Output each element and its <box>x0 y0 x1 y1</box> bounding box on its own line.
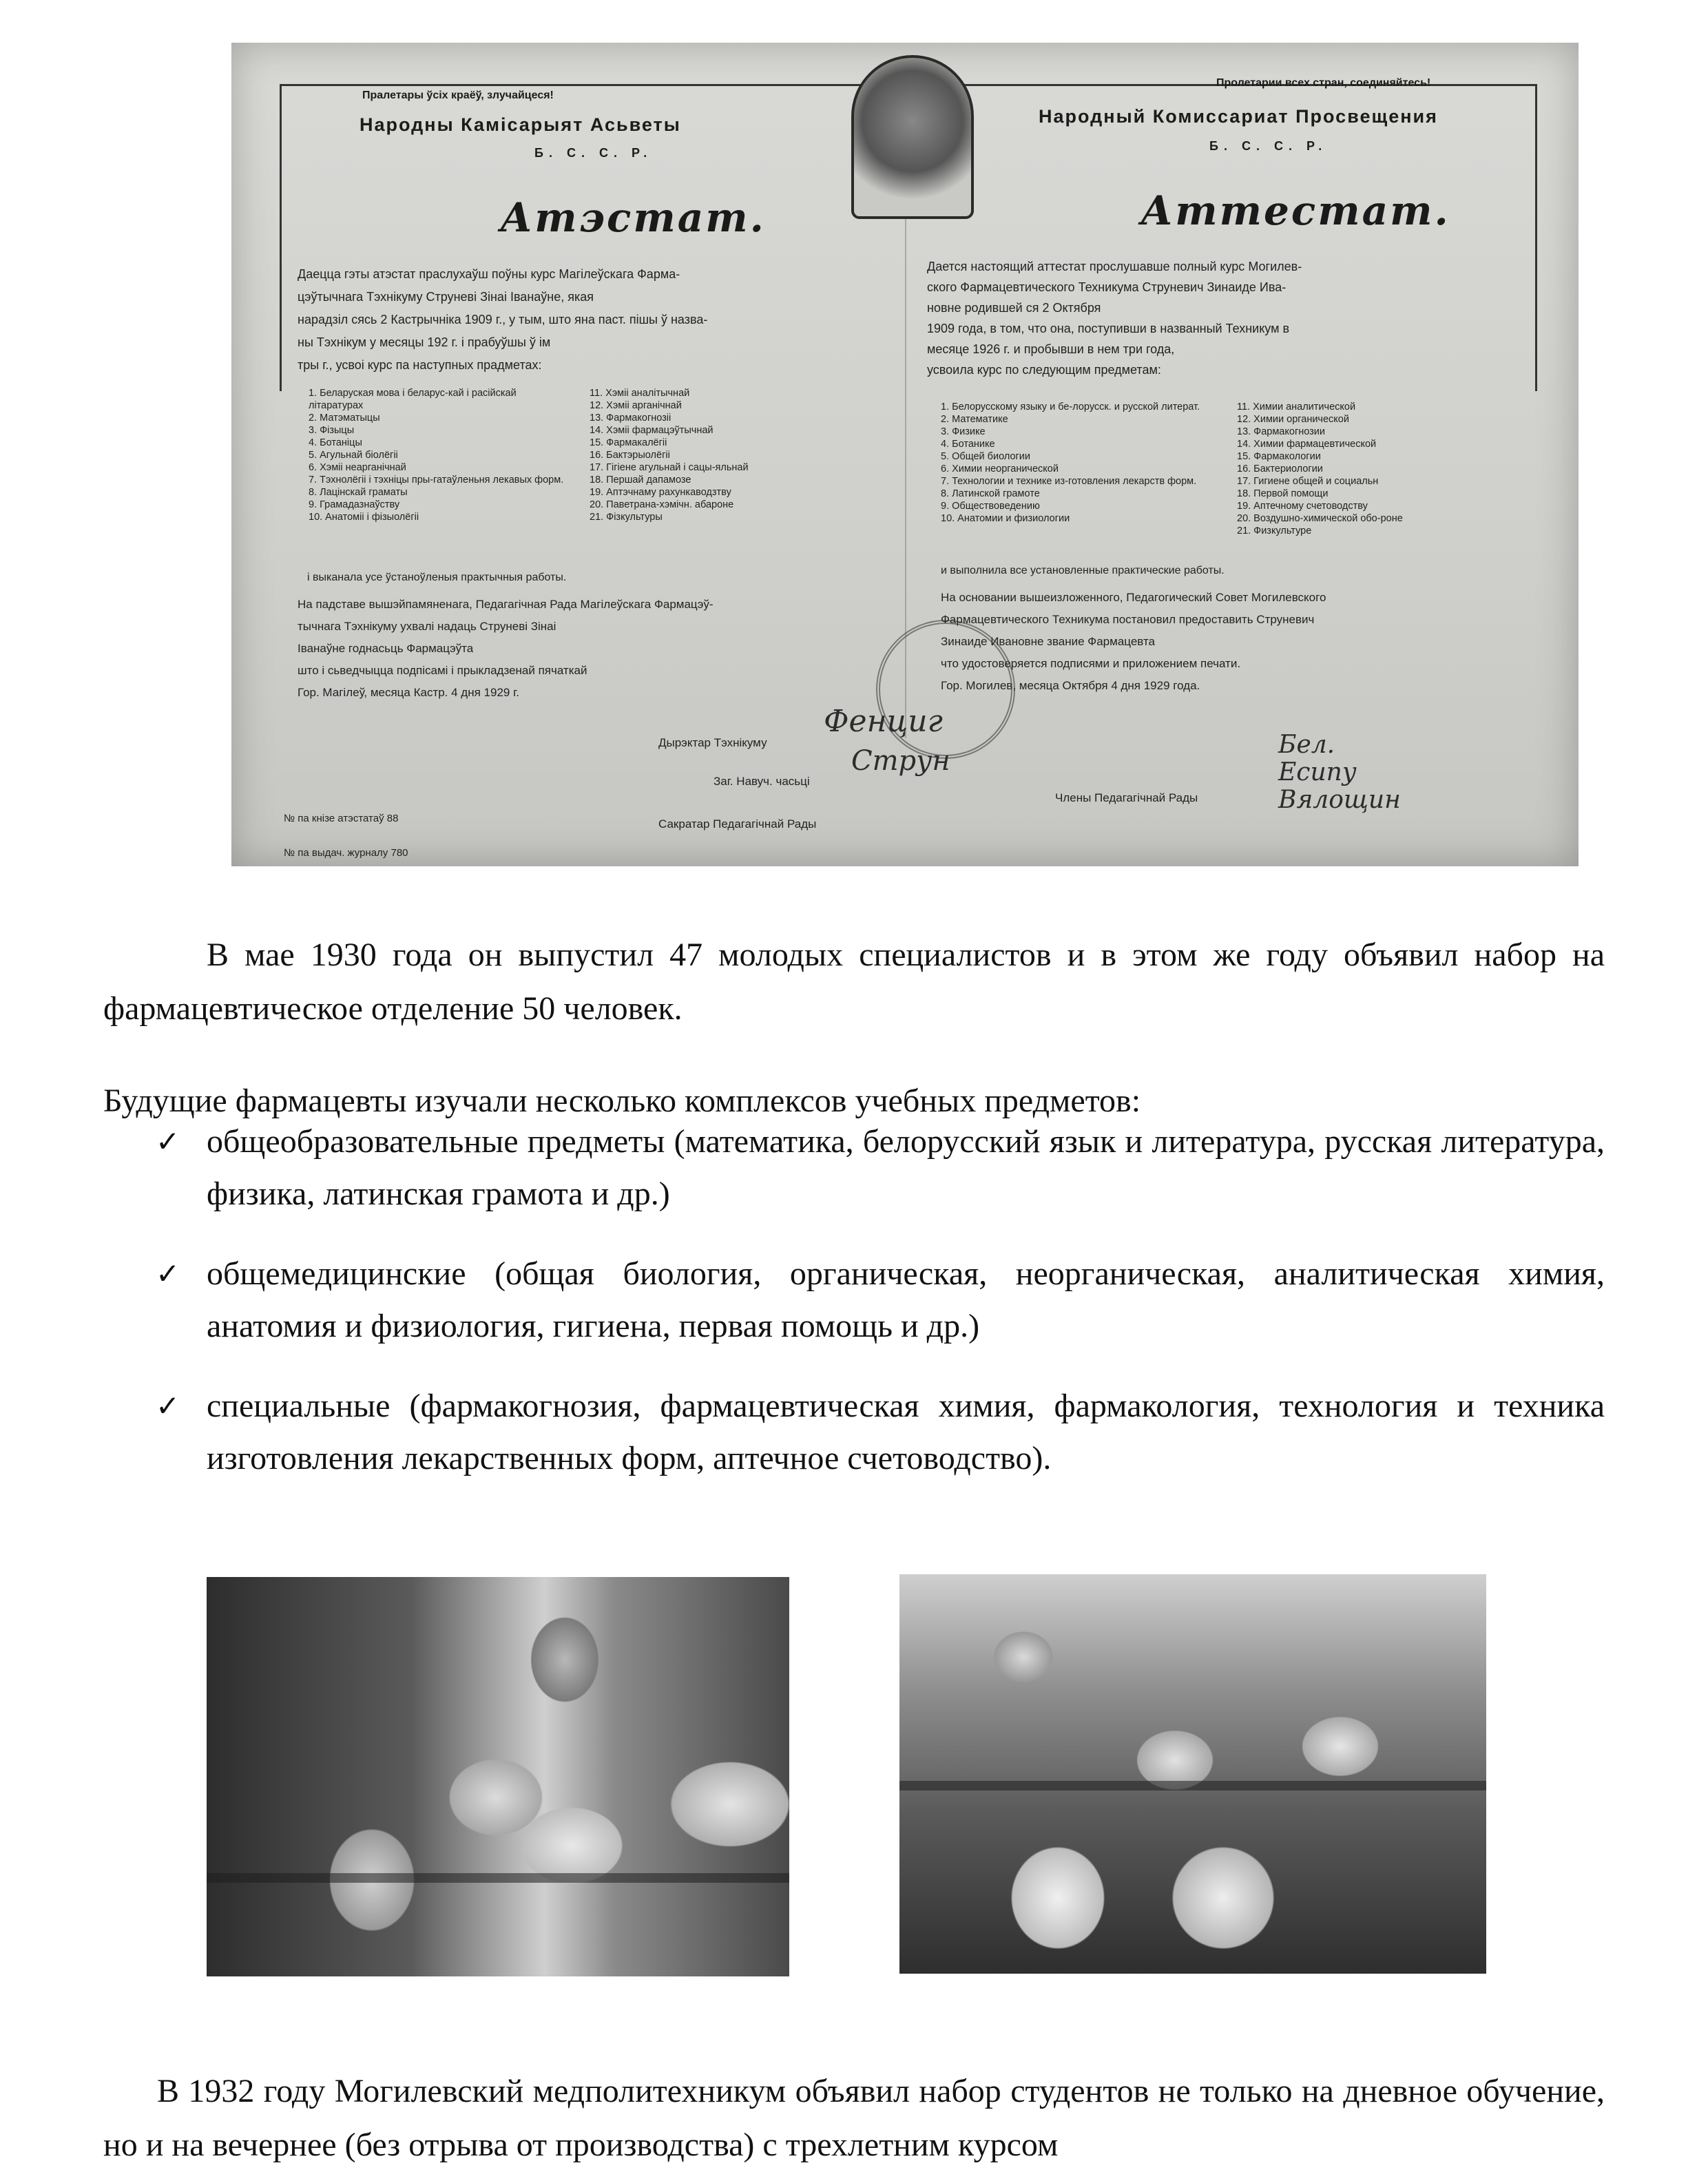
subject-item: 13. Фармакогнозіі <box>590 413 671 424</box>
subject-item: 2. Матэматыцы <box>309 413 380 424</box>
subject-item: 19. Аптэчнаму рахункаводзтву <box>590 487 731 498</box>
left-practical: і выканала усе ўстаноўленыя практычныя работы. <box>307 572 567 583</box>
subject-item: 1. Белорусскому языку и бе-лорусск. и русской литерат. <box>941 401 1200 413</box>
signature-deputy-icon: Струн <box>851 745 950 777</box>
left-heading: Народны Камісарыят Асьветы <box>360 114 681 135</box>
right-slogan: Пролетарии всех стран, соединяйтесь! <box>1216 77 1431 89</box>
list-item <box>156 1248 1605 1353</box>
left-body <box>298 263 890 377</box>
list-item <box>156 1116 1605 1220</box>
subject-item: 16. Бактэрыолёгіі <box>590 450 670 461</box>
left-title: Атэстат. <box>500 194 766 241</box>
right-body-line: месяце 1926 г. и пробывши в нем три года, <box>927 342 1175 356</box>
subject-item: 11. Хэміі аналітычнай <box>590 388 690 399</box>
left-body-line: Даецца гэты атэстат праслухаўш поўны курс Магілеўскага Фарма- <box>298 267 680 281</box>
right-title: Аттестат. <box>1141 187 1450 234</box>
right-basis <box>941 587 1547 697</box>
right-basis-line: На основании вышеизложенного, Педагогический Совет Могилевского <box>941 591 1326 604</box>
right-body-line: 1909 года, в том, что она, поступивши в названный Техникум в <box>927 322 1290 335</box>
signature-director-icon: Фенциг <box>824 704 943 739</box>
subject-item: 19. Аптечному счетоводству <box>1237 501 1368 512</box>
subject-item: 6. Хэміі неарганічнай <box>309 462 406 473</box>
left-basis-line: Іванаўне годнасьць Фармацэўта <box>298 642 474 655</box>
lab-class-photo-left <box>207 1577 789 1976</box>
subject-item: 7. Тэхнолёгіі і тэхніцы пры-гатаўленьня лекавых форм. <box>309 474 564 485</box>
subject-item: 9. Грамадазнаўству <box>309 499 400 510</box>
subject-item: 18. Первой помощи <box>1237 488 1329 499</box>
left-basis <box>298 594 890 704</box>
subject-item: 9. Обществоведению <box>941 501 1040 512</box>
subject-item: 12. Хэміі арганічнай <box>590 400 682 411</box>
left-body-line: нарадзіл сясь 2 Кастрычніка 1909 г., у тым, што яна паст. пішы ў назва- <box>298 313 708 326</box>
left-body-line: тры г., усвоі курс па наступных прадметах: <box>298 358 542 372</box>
lab-bench <box>207 1873 789 1883</box>
subject-item: 3. Фізыцы <box>309 425 355 436</box>
journal-number: № па выдач. журналу 780 <box>284 847 408 859</box>
subject-item: 13. Фармакогнозии <box>1237 426 1325 437</box>
right-basis-line: что удостоверяется подписями и приложением печати. <box>941 657 1241 670</box>
certificate-photo <box>231 43 1579 866</box>
right-body-line: усвоила курс по следующим предметам: <box>927 363 1161 377</box>
checkmark-icon: ✓ <box>156 1125 180 1158</box>
reg-number: № па кнізе атэстатаў 88 <box>284 813 399 824</box>
right-subjects-col-a <box>941 401 1202 525</box>
subject-item: 2. Математике <box>941 414 1008 425</box>
subject-item: 15. Фармакалёгіі <box>590 437 667 448</box>
subject-item: 12. Химии органической <box>1237 414 1349 425</box>
subject-item: 5. Агульнай біолёгіі <box>309 450 398 461</box>
subject-item: 8. Лацінскай граматы <box>309 487 408 498</box>
right-heading: Народный Комиссариат Просвещения <box>1039 106 1438 127</box>
list-item-text: общемедицинские (общая биология, органическая, неорганическая, аналитическая химия, анатомия и физиология, гигиена, первая помощь и др.) <box>207 1255 1605 1344</box>
paragraph-subjects-intro: Будущие фармацевты изучали несколько комплексов учебных предметов: <box>103 1083 1141 1119</box>
subject-item: 21. Физкультуре <box>1237 525 1312 536</box>
checkmark-icon: ✓ <box>156 1257 180 1291</box>
subject-item: 17. Гігіене агульнай і сацы-яльнай <box>590 462 749 473</box>
bssr-emblem-icon <box>851 55 974 219</box>
subject-item: 14. Хэміі фармацэўтычнай <box>590 425 714 436</box>
left-basis-line: што і сьведчыцца подпісамі і прыкладзенай пячаткай <box>298 664 587 677</box>
subject-item: 15. Фармакологии <box>1237 451 1321 462</box>
list-item <box>156 1380 1605 1485</box>
subject-item: 5. Общей биологии <box>941 451 1030 462</box>
subject-groups-list <box>156 1116 1605 1512</box>
signature-director-label: Дырэктар Тэхнікуму <box>658 736 767 749</box>
subject-item: 10. Анатомии и физиологии <box>941 513 1070 524</box>
subject-item: 17. Гигиене общей и социальн <box>1237 476 1379 487</box>
subject-item: 4. Ботанике <box>941 439 995 450</box>
right-subjects-col-b <box>1237 401 1526 537</box>
right-basis-line: Фармацевтического Техникума постановил предоставить Струневич <box>941 613 1315 626</box>
subject-item: 16. Бактериологии <box>1237 463 1323 474</box>
right-body-line: ского Фармацевтического Техникума Струневич Зинаиде Ива- <box>927 280 1287 294</box>
list-item-text: общеобразовательные предметы (математика, белорусский язык и литература, русская литература, физика, латинская грамота и др.) <box>207 1123 1605 1212</box>
left-basis-line: На падставе вышэйпамяненага, Педагагічная Рада Магілеўскага Фармацэў- <box>298 598 714 611</box>
signature-members-label: Члены Педагагічнай Рады <box>1055 791 1198 804</box>
right-bssr: Б. С. С. Р. <box>1209 139 1328 153</box>
subject-item: 10. Анатоміі і фізыолёгіі <box>309 512 419 523</box>
checkmark-icon: ✓ <box>156 1389 180 1423</box>
left-basis-line: Гор. Магілеў, месяца Кастр. 4 дня 1929 г. <box>298 686 519 699</box>
right-basis-line: Гор. Могилев, месяца Октября 4 дня 1929 года. <box>941 679 1200 692</box>
left-subjects-col-b <box>590 387 865 523</box>
subject-item: 1. Беларуская мова і беларус-кай і расійскай літаратурах <box>309 388 517 411</box>
right-body-line: новне родившей ся 2 Октября <box>927 301 1101 315</box>
left-basis-line: тычнага Тэхнікуму ухвалі надаць Струневі Зінаі <box>298 620 556 633</box>
left-subjects-col-a <box>309 387 570 523</box>
paragraph-graduates: В мае 1930 года он выпустил 47 молодых специалистов и в этом же году объявил набор на фармацевтическое отделение 50 человек. <box>103 937 1605 1027</box>
signature-secretary-label: Сакратар Педагагічнай Рады <box>658 817 817 831</box>
subject-item: 20. Паветрана-хэмічн. абароне <box>590 499 734 510</box>
lab-bench <box>899 1781 1486 1790</box>
right-body <box>927 256 1533 380</box>
subject-item: 7. Технологии и технике из-готовления лекарств форм. <box>941 476 1197 487</box>
right-body-line: Дается настоящий аттестат прослушавше полный курс Могилев- <box>927 260 1302 273</box>
paragraph-1932: В 1932 году Могилевский медполитехникум объявил набор студентов не только на дневное обучение, но и на вечернее (без отрыва от производства) с трехлетним курсом <box>103 2073 1605 2163</box>
left-body-line: ны Тэхнікум у месяцы 192 г. і прабуўшы ў ім <box>298 335 551 349</box>
subject-item: 4. Ботаніцы <box>309 437 362 448</box>
subject-item: 8. Латинской грамоте <box>941 488 1040 499</box>
right-practical: и выполнила все установленные практические работы. <box>941 565 1225 576</box>
subject-item: 21. Фізкультуры <box>590 512 663 523</box>
left-body-line: цэўтычнага Тэхнікуму Струневі Зінаі Іванаўне, якая <box>298 290 594 304</box>
subject-item: 11. Химии аналитической <box>1237 401 1356 413</box>
signature-deputy-label: Заг. Навуч. часьці <box>714 775 810 788</box>
subject-item: 20. Воздушно-химической обо-роне <box>1237 513 1403 524</box>
signature-members-icon: Бел. Есипу Вялощин <box>1278 731 1401 814</box>
left-bssr: Б. С. С. Р. <box>534 146 653 160</box>
subject-item: 6. Химии неорганической <box>941 463 1059 474</box>
lab-class-photo-right <box>899 1574 1486 1974</box>
list-item-text: специальные (фармакогнозия, фармацевтическая химия, фармакология, технология и техника изготовления лекарственных форм, аптечное счетоводство). <box>207 1388 1605 1476</box>
right-basis-line: Зинаиде Ивановне звание Фармацевта <box>941 635 1155 648</box>
subject-item: 3. Физике <box>941 426 986 437</box>
left-slogan: Пралетары ўсіх краёў, злучайцеся! <box>362 90 554 101</box>
subject-item: 14. Химии фармацевтической <box>1237 439 1377 450</box>
subject-item: 18. Першай дапамозе <box>590 474 691 485</box>
